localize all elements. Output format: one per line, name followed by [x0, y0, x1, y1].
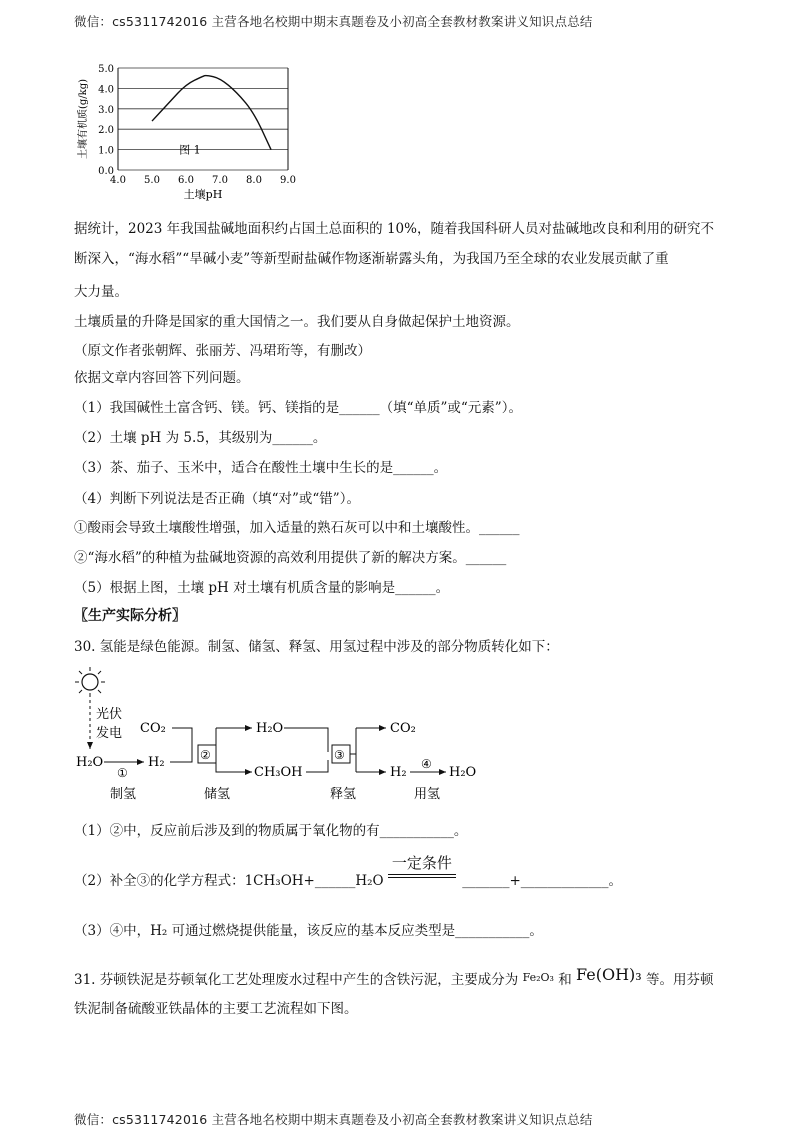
x-tick-label: 7.0 [212, 175, 228, 186]
step-4-label: ④ [421, 757, 432, 771]
question-2: （2）土壤 pH 为 5.5，其级别为______。 [74, 430, 327, 446]
step-1-label: ① [117, 766, 128, 780]
instructions: 依据文章内容回答下列问题。 [74, 370, 250, 386]
stage-zhiqing: 制氢 [110, 787, 137, 802]
condition-text: 一定条件 [391, 854, 452, 872]
question-4b: ②“海水稻”的种植为盐碱地资源的高效利用提供了新的解决方案。______ [74, 550, 507, 566]
y-tick-label: 3.0 [98, 104, 114, 116]
ch3oh: CH₃OH [254, 765, 303, 780]
x-tick-label: 5.0 [144, 175, 160, 186]
question-30-1: （1）②中，反应前后涉及到的物质属于氧化物的有___________。 [74, 823, 468, 839]
section-title: 〖生产实际分析〗 [74, 608, 186, 624]
feoh3-formula: Fe(OH)₃ [576, 965, 642, 984]
paragraph-1-line-2: 断深入，“海水稻”“旱碱小麦”等新型耐盐碱作物逐渐崭露头角，为我国乃至全球的农业发展贡献了重 [74, 251, 669, 267]
question-4: （4）判断下列说法是否正确（填“对”或“错”）。 [74, 491, 360, 507]
and-word: 和 [558, 972, 572, 988]
question-31-line-2: 铁泥制备硫酸亚铁晶体的主要工艺流程如下图。 [74, 1001, 358, 1017]
h2-left: H₂ [148, 755, 165, 770]
stage-chuqing: 储氢 [204, 787, 231, 802]
step-2-label: ② [200, 748, 211, 762]
x-tick-label: 9.0 [280, 175, 296, 186]
y-tick-label: 0.0 [98, 166, 114, 177]
sun-icon [75, 667, 105, 697]
h2-right: H₂ [390, 765, 407, 780]
x-tick-label: 4.0 [110, 175, 126, 186]
page-header: 微信：cs5311742016 主营各地名校期中期末真题卷及小初高全套教材教案讲义知识点总结 [74, 14, 593, 29]
x-axis-label: 土壤pH [183, 188, 223, 201]
soil-ph-chart [74, 60, 304, 210]
y-tick-label: 4.0 [98, 84, 114, 96]
paragraph-1-line-1: 据统计，2023 年我国盐碱地面积约占国土总面积的 10%，随着我国科研人员对盐碱地改良和利用的研究不 [74, 221, 714, 237]
q31-text-b: 等。用芬顿 [646, 972, 714, 988]
q31-text-a: 31. 芬顿铁泥是芬顿氧化工艺处理废水过程中产生的含铁污泥，主要成分为 [74, 972, 519, 988]
x-tick-label: 8.0 [246, 175, 262, 186]
source-note: （原文作者张朝辉、张丽芳、冯珺珩等，有删改） [74, 343, 371, 359]
stage-shiqing: 释氢 [330, 787, 357, 802]
figure-label: 图 1 [179, 143, 201, 157]
pv-label-1: 光伏 [96, 707, 123, 722]
question-30-2 [74, 854, 760, 890]
paragraph-2: 土壤质量的升降是国家的重大国情之一。我们要从自身做起保护土地资源。 [74, 314, 520, 330]
question-30-intro: 30. 氢能是绿色能源。制氢、储氢、释氢、用氢过程中涉及的部分物质转化如下： [74, 639, 559, 655]
equation-prefix: （2）补全③的化学方程式：1CH₃OH+______H₂O [74, 873, 384, 889]
x-tick-label: 6.0 [178, 175, 194, 186]
paragraph-1-line-3: 大力量。 [74, 284, 128, 300]
y-tick-label: 1.0 [98, 145, 114, 157]
h2o-left: H₂O [76, 755, 104, 770]
y-axis-label: 土壤有机质(g/kg) [78, 78, 89, 160]
y-tick-label: 5.0 [98, 64, 114, 75]
equation-suffix: _______+_____________。 [462, 873, 623, 889]
h2o-mid: H₂O [256, 721, 284, 736]
question-30-3: （3）④中，H₂ 可通过燃烧提供能量，该反应的基本反应类型是___________。 [74, 923, 543, 939]
page-footer: 微信：cs5311742016 主营各地名校期中期末真题卷及小初高全套教材教案讲义知识点总结 [74, 1112, 593, 1127]
equals-sign [388, 874, 456, 875]
y-tick-label: 2.0 [98, 125, 114, 137]
question-1: （1）我国碱性土富含钙、镁。钙、镁指的是______（填“单质”或“元素”）。 [74, 400, 522, 416]
question-5: （5）根据上图，土壤 pH 对土壤有机质含量的影响是______。 [74, 580, 450, 596]
h2o-right: H₂O [449, 765, 477, 780]
organic-matter-curve [152, 76, 271, 150]
co2-right: CO₂ [390, 721, 416, 736]
fe2o3-formula: Fe₂O₃ [522, 971, 554, 984]
step-3-label: ③ [334, 748, 345, 762]
pv-label-2: 发电 [96, 726, 123, 741]
question-3: （3）茶、茄子、玉米中，适合在酸性土壤中生长的是______。 [74, 460, 448, 476]
hydrogen-process-diagram [74, 662, 514, 802]
reaction-condition [388, 854, 458, 890]
co2-left: CO₂ [140, 721, 166, 736]
question-4a: ①酸雨会导致土壤酸性增强，加入适量的熟石灰可以中和土壤酸性。______ [74, 520, 520, 536]
question-31-line-1 [74, 966, 760, 989]
stage-yongqing: 用氢 [414, 787, 441, 802]
